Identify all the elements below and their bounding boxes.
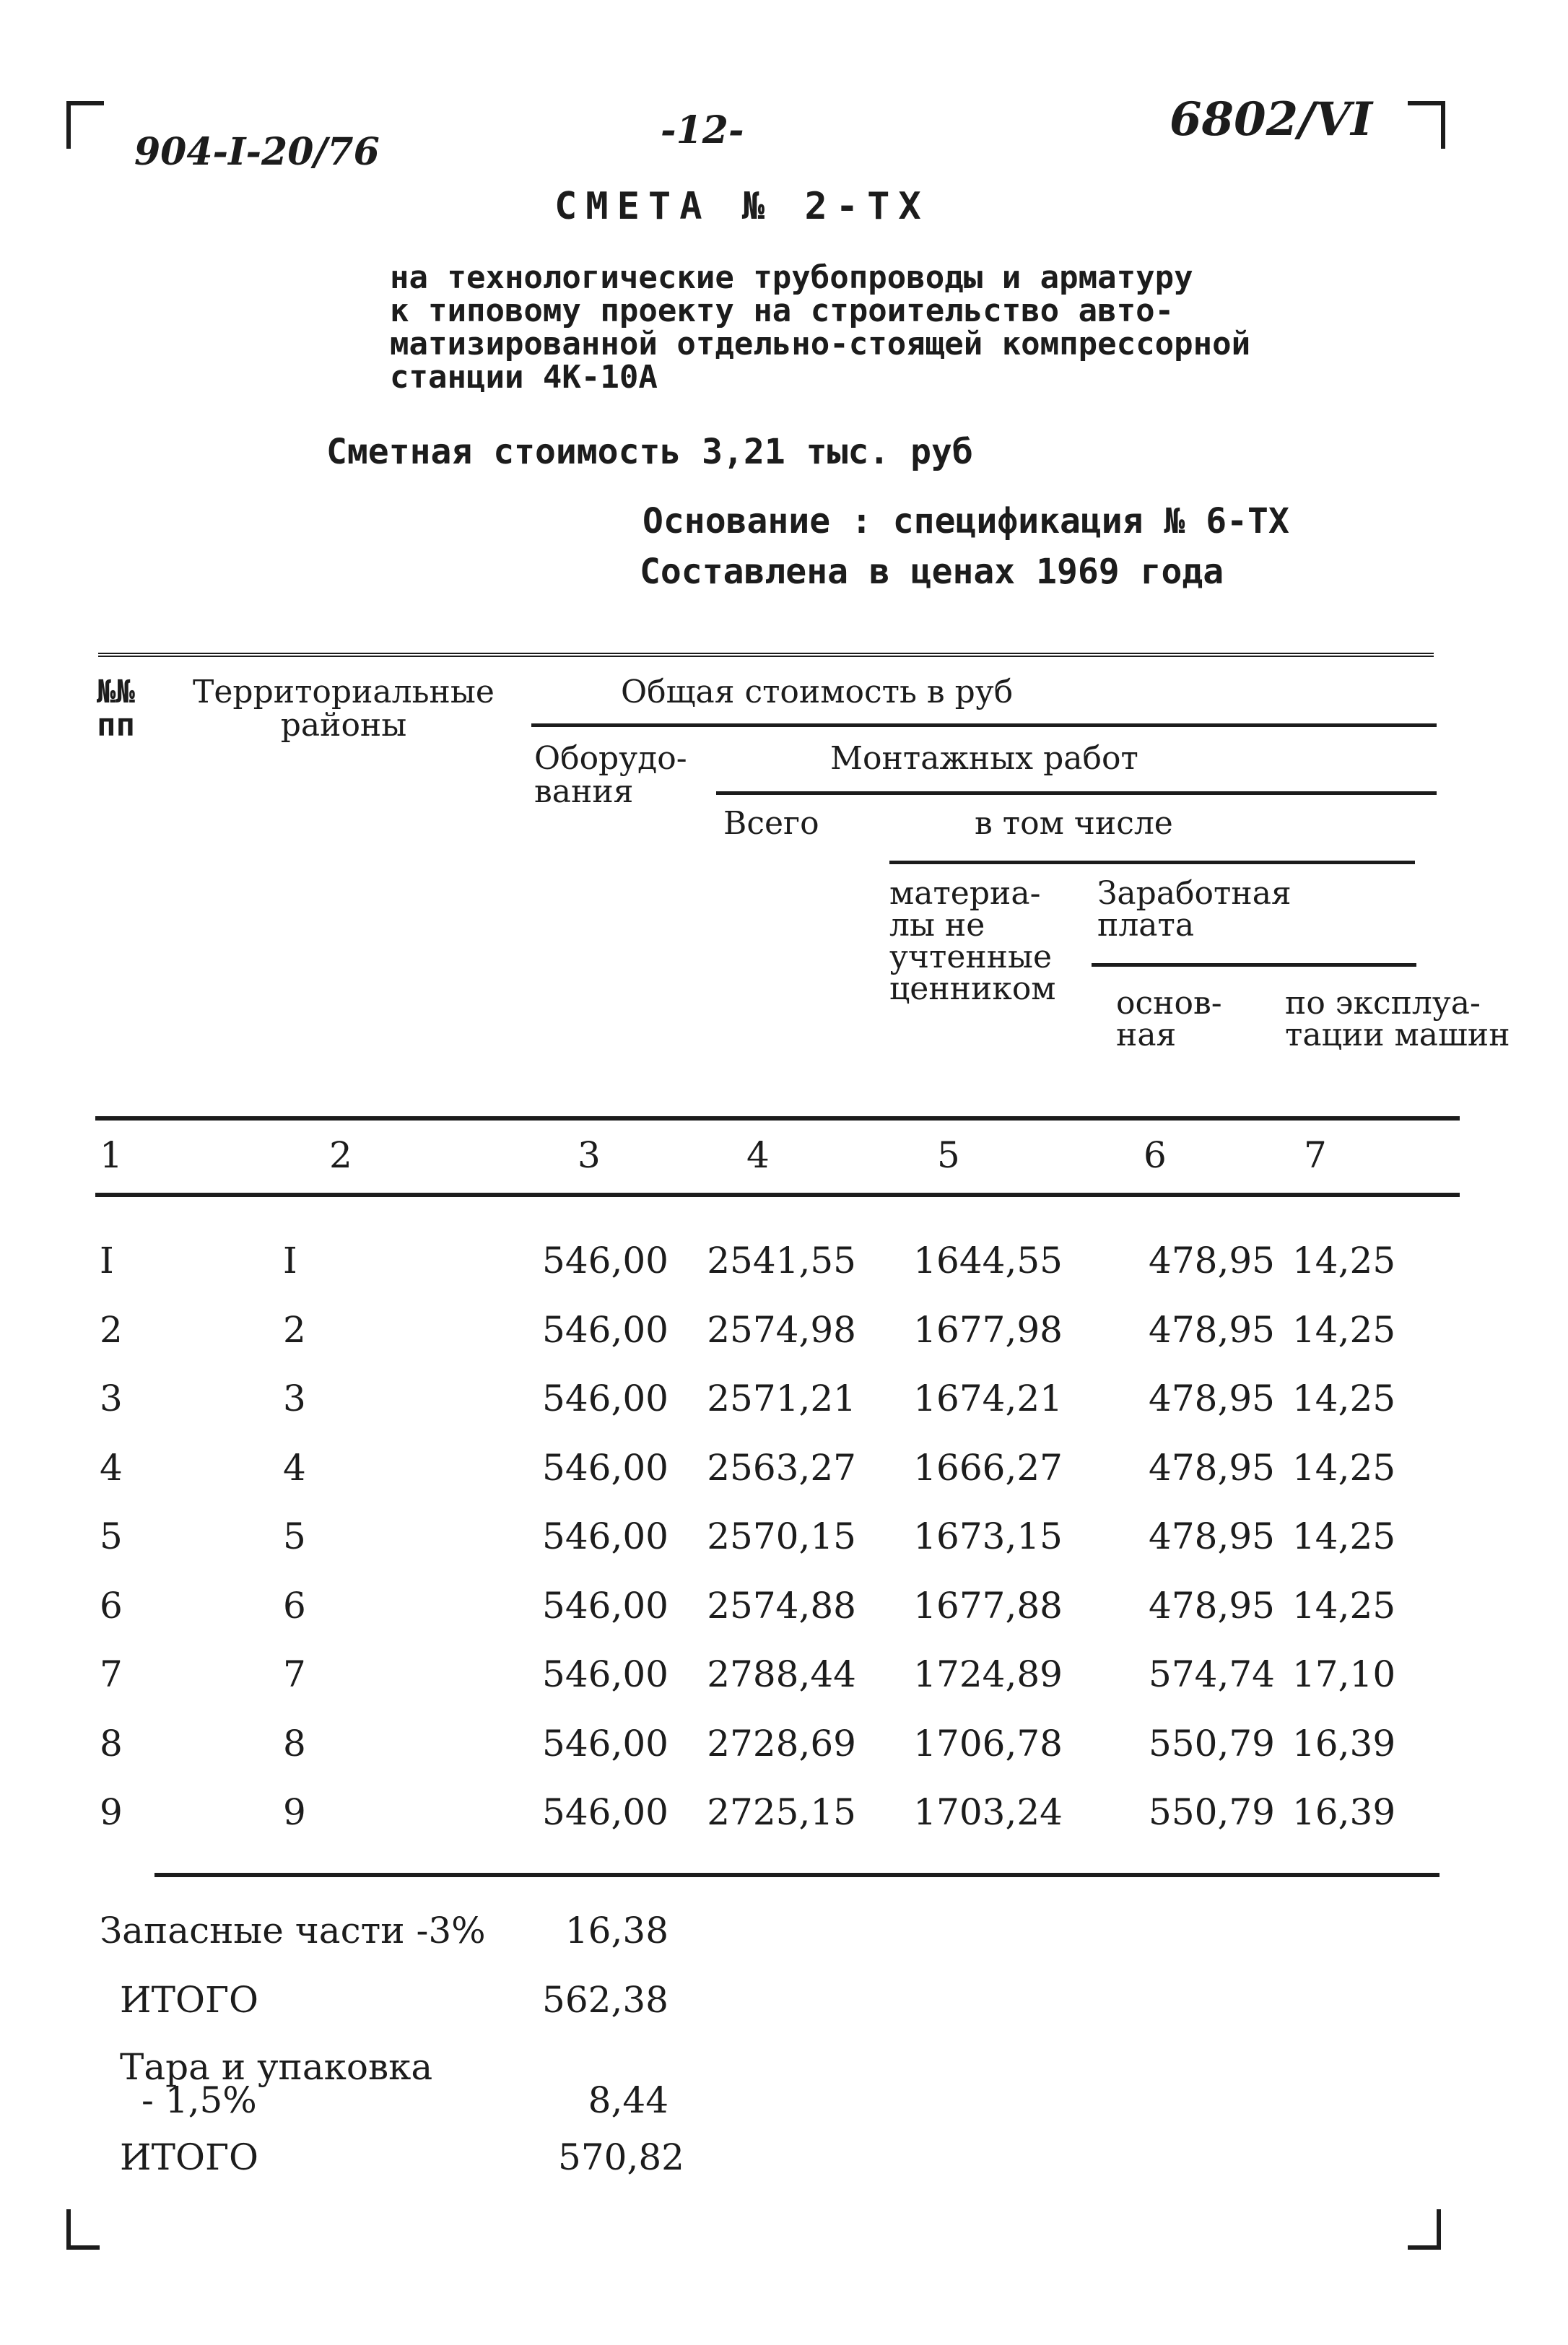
cell-wages-basic: 478,95 [1149, 1378, 1275, 1419]
cell-row-number: 3 [100, 1378, 123, 1419]
cell-wages-machines: 14,25 [1292, 1240, 1396, 1282]
cell-wages-machines: 14,25 [1292, 1309, 1396, 1351]
column-number-5: 5 [937, 1134, 960, 1176]
header-rule-installation [716, 791, 1437, 795]
header-equipment: Оборудо- вания [534, 740, 687, 810]
cell-installation-total: 2725,15 [707, 1791, 856, 1833]
cell-equipment-cost: 546,00 [542, 1240, 668, 1282]
description-line-1: на технологические трубопроводы и арматуру [390, 259, 1193, 296]
spare-parts-label: Запасные части -3% [100, 1910, 486, 1952]
prices-line: Составлена в ценах 1969 года [640, 552, 1224, 592]
cell-installation-total: 2571,21 [707, 1378, 856, 1419]
description-line-4: станции 4К-10А [390, 359, 658, 396]
cell-wages-machines: 17,10 [1292, 1653, 1396, 1695]
cell-wages-basic: 550,79 [1149, 1723, 1275, 1765]
cell-wages-machines: 14,25 [1292, 1585, 1396, 1627]
cell-materials-cost: 1666,27 [913, 1447, 1063, 1489]
packaging-label-line-1: Тара и упаковка [120, 2046, 433, 2088]
description-line-2: к типовому проекту на строительство авто- [390, 292, 1175, 329]
header-bottom-rule [95, 1116, 1460, 1121]
cell-installation-total: 2728,69 [707, 1723, 856, 1765]
cell-materials-cost: 1703,24 [913, 1791, 1063, 1833]
cell-equipment-cost: 546,00 [542, 1309, 668, 1351]
column-number-7: 7 [1304, 1134, 1327, 1176]
cell-region: 6 [283, 1585, 306, 1627]
header-num: №№ пп [97, 674, 135, 744]
cell-installation-total: 2570,15 [707, 1515, 856, 1557]
header-rule-total [531, 723, 1437, 727]
table-top-rule [98, 653, 1434, 657]
cell-wages-basic: 574,74 [1149, 1653, 1275, 1695]
cell-row-number: 5 [100, 1515, 123, 1557]
corner-mark-bottom-right [1408, 2209, 1441, 2250]
cell-row-number: 6 [100, 1585, 123, 1627]
smeta-heading: СМЕТА № 2-ТХ [554, 185, 930, 228]
doc-code: 904-I-20/76 [134, 130, 380, 174]
cell-wages-basic: 550,79 [1149, 1791, 1275, 1833]
cost-line: Сметная стоимость 3,21 тыс. руб [326, 432, 973, 472]
header-all: Всего [723, 805, 819, 842]
cell-wages-basic: 478,95 [1149, 1585, 1275, 1627]
cell-wages-machines: 14,25 [1292, 1515, 1396, 1557]
cell-installation-total: 2563,27 [707, 1447, 856, 1489]
spare-parts-value: 16,38 [565, 1910, 668, 1952]
cell-materials-cost: 1673,15 [913, 1515, 1063, 1557]
cell-materials-cost: 1724,89 [913, 1653, 1063, 1695]
description-line-3: матизированной отдельно-стоящей компрессорной [390, 326, 1251, 362]
cell-installation-total: 2788,44 [707, 1653, 856, 1695]
column-numbers-rule [95, 1193, 1460, 1197]
cell-wages-machines: 14,25 [1292, 1378, 1396, 1419]
cell-materials-cost: 1674,21 [913, 1378, 1063, 1419]
cell-wages-machines: 16,39 [1292, 1723, 1396, 1765]
header-rule-wages [1092, 963, 1416, 967]
cell-region: 3 [283, 1378, 306, 1419]
cell-row-number: 9 [100, 1791, 123, 1833]
header-rule-including [889, 861, 1415, 864]
column-number-3: 3 [578, 1134, 601, 1176]
cell-equipment-cost: 546,00 [542, 1447, 668, 1489]
packaging-value: 8,44 [588, 2079, 668, 2121]
cell-equipment-cost: 546,00 [542, 1653, 668, 1695]
cell-materials-cost: 1677,98 [913, 1309, 1063, 1351]
header-basic: основ- ная [1116, 985, 1222, 1053]
cell-materials-cost: 1644,55 [913, 1240, 1063, 1282]
subtotal-value: 562,38 [542, 1979, 668, 2021]
cell-wages-machines: 16,39 [1292, 1791, 1396, 1833]
cell-region: 8 [283, 1723, 306, 1765]
cell-row-number: 2 [100, 1309, 123, 1351]
cell-installation-total: 2541,55 [707, 1240, 856, 1282]
header-including: в том числе [975, 805, 1173, 842]
header-regions: Территориальные районы [193, 674, 495, 744]
header-installation: Монтажных работ [830, 740, 1138, 777]
column-number-1: 1 [100, 1134, 123, 1176]
cell-equipment-cost: 546,00 [542, 1585, 668, 1627]
cell-installation-total: 2574,98 [707, 1309, 856, 1351]
cell-wages-basic: 478,95 [1149, 1309, 1275, 1351]
subtotal-label: ИТОГО [120, 1979, 259, 2021]
table-bottom-rule [154, 1873, 1439, 1877]
cell-region: I [283, 1240, 297, 1282]
header-wages: Заработная плата [1097, 875, 1292, 944]
packaging-label-line-2: - 1,5% [141, 2079, 257, 2121]
cell-installation-total: 2574,88 [707, 1585, 856, 1627]
cell-wages-basic: 478,95 [1149, 1447, 1275, 1489]
cell-region: 4 [283, 1447, 306, 1489]
cell-materials-cost: 1677,88 [913, 1585, 1063, 1627]
header-total-cost: Общая стоимость в руб [621, 674, 1014, 710]
cell-wages-basic: 478,95 [1149, 1240, 1275, 1282]
cell-equipment-cost: 546,00 [542, 1378, 668, 1419]
cell-row-number: 8 [100, 1723, 123, 1765]
column-number-2: 2 [329, 1134, 352, 1176]
cell-row-number: I [100, 1240, 114, 1282]
cell-equipment-cost: 546,00 [542, 1791, 668, 1833]
basis-line: Основание : спецификация № 6-ТХ [643, 501, 1289, 541]
header-materials: материа- лы не учтенные ценником [889, 875, 1056, 1007]
cell-row-number: 4 [100, 1447, 123, 1489]
cell-materials-cost: 1706,78 [913, 1723, 1063, 1765]
column-number-4: 4 [746, 1134, 770, 1176]
page-number: -12- [661, 108, 744, 152]
archive-code: 6802/VI [1170, 92, 1373, 147]
cell-wages-basic: 478,95 [1149, 1515, 1275, 1557]
column-number-6: 6 [1144, 1134, 1167, 1176]
total-value: 570,82 [558, 2136, 684, 2178]
cell-row-number: 7 [100, 1653, 123, 1695]
corner-mark-top-left [66, 101, 104, 149]
corner-mark-bottom-left [66, 2209, 100, 2250]
header-machines: по эксплуа- тации машин [1285, 985, 1510, 1053]
cell-region: 5 [283, 1515, 306, 1557]
cell-region: 9 [283, 1791, 306, 1833]
cell-wages-machines: 14,25 [1292, 1447, 1396, 1489]
cell-equipment-cost: 546,00 [542, 1515, 668, 1557]
corner-mark-top-right [1408, 101, 1445, 149]
total-label: ИТОГО [120, 2136, 259, 2178]
cell-region: 2 [283, 1309, 306, 1351]
cell-equipment-cost: 546,00 [542, 1723, 668, 1765]
cell-region: 7 [283, 1653, 306, 1695]
